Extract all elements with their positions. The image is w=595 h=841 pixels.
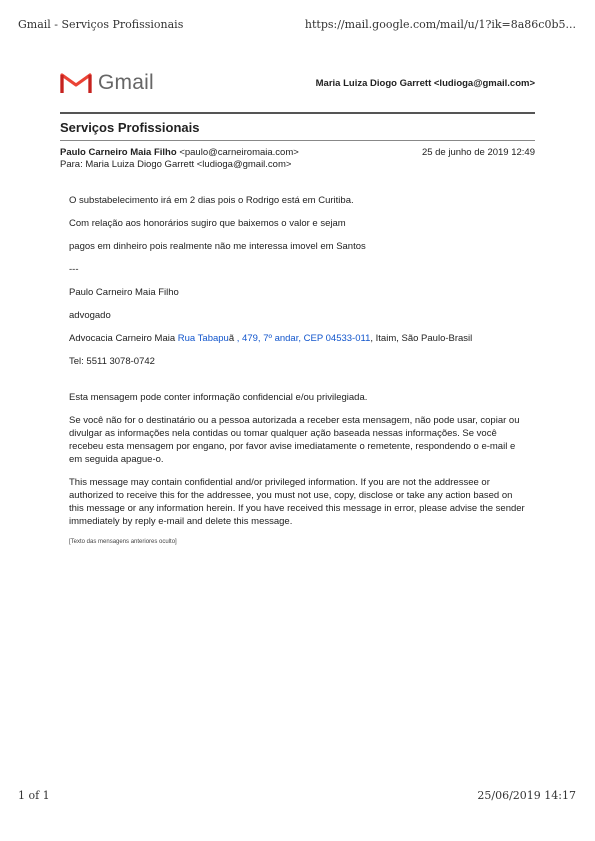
address-link[interactable]: , 479, 7º andar, CEP 04533-011 [234,333,371,344]
message-date: 25 de junho de 2019 12:49 [421,147,535,158]
sender-name: Paulo Carneiro Maia Filho [60,147,177,158]
gmail-m-icon [60,72,92,94]
signature-address [69,332,529,345]
message-body [69,194,529,549]
recipient: Para: Maria Luiza Diogo Garrett <ludioga@gmail.com> [60,159,292,170]
print-footer [18,789,576,802]
body-line: O substabelecimento irá em 2 dias pois o Rodrigo está em Curitiba. [69,195,354,206]
signature-name: Paulo Carneiro Maia Filho [69,287,179,298]
address-link[interactable]: Rua Tabapu [177,333,229,344]
address-mid: ã [228,333,235,344]
gmail-logo[interactable] [60,71,154,95]
disclaimer-pt: Se você não for o destinatário ou a pessoa autorizada a receber esta mensagem, não pode usar, copiar ou divulgar as informações nela contidas ou tomar qualquer ação baseada nessas informações. Se você recebeu esta mensagem por engano, por favor avise imediatamente o remetente, respondendo o e-mail e em seguida apague-o. [69,415,520,465]
address-suffix: , Itaim, São Paulo-Brasil [370,333,473,344]
signature-tel: Tel: 5511 3078-0742 [69,356,155,367]
print-timestamp: 25/06/2019 14:17 [477,789,576,802]
hidden-quoted-text[interactable]: [Texto das mensagens anteriores oculto] [69,539,177,545]
page-count: 1 of 1 [18,789,50,802]
print-title: Gmail - Serviços Profissionais [18,18,184,31]
signature-separator: --- [69,264,79,275]
disclaimer-en: This message may contain confidential and/or privileged information. If you are not the addressee or authorized to receive this for the addressee, you must not use, copy, disclose or take any action based on this message or any information herein. If you have received this message in error, please advise the sender immediately by reply e-mail and delete this message. [69,477,525,527]
subject-divider [60,140,535,141]
top-bar [60,70,535,96]
sender-email: <paulo@carneiromaia.com> [179,147,299,158]
print-header [18,18,576,31]
header-divider [60,112,535,114]
disclaimer-pt-short: Esta mensagem pode conter informação confidencial e/ou privilegiada. [69,392,368,403]
email-subject: Serviços Profissionais [60,120,200,135]
account-label: Maria Luiza Diogo Garrett <ludioga@gmail.com> [315,77,535,89]
message-meta [60,147,535,171]
body-line: pagos em dinheiro pois realmente não me interessa imovel em Santos [69,241,366,252]
sender [60,147,299,159]
body-line: Com relação aos honorários sugiro que baixemos o valor e sejam [69,218,346,229]
signature-role: advogado [69,310,111,321]
address-prefix: Advocacia Carneiro Maia [69,333,178,344]
print-url: https://mail.google.com/mail/u/1?ik=8a86c0b5... [304,18,576,31]
gmail-logo-text: Gmail [98,71,154,94]
